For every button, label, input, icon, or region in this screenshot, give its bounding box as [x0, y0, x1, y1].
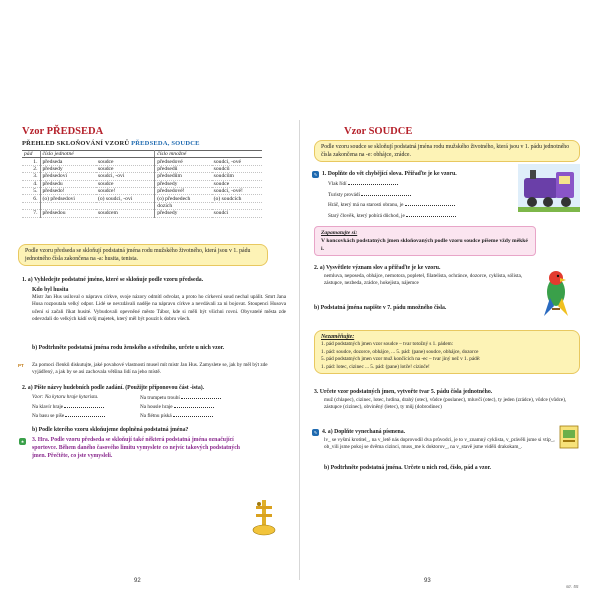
remember-box: Zapamatujte si: V koncovkách podstatných jmen skloňovaných podle vzoru soudce píšeme vždy měkké i.	[314, 226, 536, 256]
table-row	[22, 195, 262, 202]
table-cell: 7.	[22, 210, 40, 217]
answer-blank[interactable]	[174, 403, 214, 408]
exercise-2-item: Na flétnu píská	[140, 412, 213, 420]
pt-icon: PT	[18, 363, 24, 368]
table-cell: 5.	[22, 187, 40, 194]
pencil-icon: ✎	[313, 430, 318, 435]
table-cell: předsedy	[155, 210, 212, 217]
warning-line: 1. pád: soudce, dozorce, obhájce, ... 5. pád: (pane) soudce, obhájce, dozorce	[321, 348, 479, 355]
table-row	[22, 173, 262, 180]
table-cell: 4.	[22, 180, 40, 187]
exercise-1-line: Turisty provádí	[328, 191, 411, 199]
table-cell: (o) předsedech	[155, 195, 212, 202]
table-cell: (o) předsedovi	[40, 195, 96, 202]
table-row	[22, 165, 262, 172]
table-cell: soudcům	[212, 173, 262, 180]
exercise-2-item: Na basu se píše	[32, 412, 105, 420]
exercise-2-item: Na trumpetu troubí	[140, 394, 221, 402]
page-right	[304, 108, 586, 588]
table-cell: předsedy	[40, 165, 96, 172]
answer-blank[interactable]	[361, 191, 411, 196]
answer-blank[interactable]	[173, 412, 213, 417]
table-cell: soudců	[212, 165, 262, 172]
table-cell	[212, 202, 262, 209]
table-cell: soudci, -ovi	[96, 173, 155, 180]
warning-box: Nezaměňujte: 1. pád podstatných jmen vzor soudce – tvar totožný s 1. pádem: 1. pád: soudce, dozorce, obhájce, ... 5. pád: (pane) soudce, obhájce, dozorce 5. pád podstatných jmen vzor muž končících na -ec – tvar jiný než v 1. pádě: 1. pád: lotec, cizinec ... 5. pád: (pane) lotče! cizinče!	[314, 330, 580, 374]
page-number: 93	[424, 578, 431, 584]
exercise-1: 1. Doplňte do vět chybějící slova. Přiřaďte je ke vzoru.	[322, 171, 457, 177]
exercise-2a: 2. a) Vysvětlete význam slov a přiřaďte je ke vzoru.	[314, 265, 441, 271]
table-cell: předseda	[40, 158, 96, 165]
exercise-1-text: Mistr Jan Hus usiloval o nápravu církve, svoje názory odmítl odvolat, a proto ho církevní soud nechal upálit. Smrt Jana Husa rozpoutala velký odpor. Lidé se nevzdávali naděje na nápravu církve a nevdávali za ni bojovat. Stoupenci Husova učení si začali říkat husité. Vybudovali opevněné město Tábor, kde si měli být všichni rovni. Obyvatelé města zde odevzdali do velkých kádí svůj majetek, který měl být pouzit k dobru všech.	[32, 294, 286, 322]
table-heading: PŘEHLED SKLOŇOVÁNÍ VZORŮ PŘEDSEDA, SOUDCE	[22, 140, 200, 147]
exercise-2b: b) Podstatná jména napište v 7. pádu množného čísla.	[314, 305, 447, 311]
table-row	[22, 210, 262, 217]
table-row	[22, 180, 262, 187]
table-cell: soudce	[96, 180, 155, 187]
exercise-3: 3. Hra. Podle vzoru předseda se skloňují také některá podstatná jména označující sportovce. Během daného časového limitu vymyslete co nejvíc takových podstatných jmen. Přečtěte, co jste vymysleli.	[32, 437, 241, 460]
exercise-2b: b) Podle kterého vzoru skloňujeme doplněná podstatná jména?	[32, 427, 189, 433]
warning-line: 1. pád podstatných jmen vzor soudce – tvar totožný s 1. pádem:	[321, 341, 454, 347]
table-cell: předsedové!	[155, 187, 212, 194]
table-cell: předsedy	[155, 180, 212, 187]
train-illustration	[518, 164, 580, 212]
table-cell: soudcem	[96, 210, 155, 217]
table-row	[22, 158, 262, 165]
table-cell: soudce	[212, 180, 262, 187]
table-cell: soudce	[96, 165, 155, 172]
page-title: Vzor PŘEDSEDA	[22, 126, 104, 137]
table-cell: (o) soudcích	[212, 195, 262, 202]
exercise-2-item: Na housle hraje	[140, 403, 214, 411]
table-cell	[22, 202, 40, 209]
table-cell: předsedu	[40, 180, 96, 187]
exercise-1-line: Hráč, který má na starosti obranu, je	[328, 201, 455, 209]
page-title: Vzor SOUDCE	[344, 126, 413, 137]
parrot-illustration	[538, 268, 574, 322]
game-icon: ★	[20, 439, 25, 444]
table-cell: 1.	[22, 158, 40, 165]
table-cell: soudci, -ové!	[212, 187, 262, 194]
table-cell: předsedo!	[40, 187, 96, 194]
table-cell	[96, 202, 155, 209]
table-cell: předsedové	[155, 158, 212, 165]
exercise-3: 3. Určete vzor podstatných jmen, vytvořte tvar 5. pádu čísla jednotného.	[314, 389, 493, 395]
answer-blank[interactable]	[181, 394, 221, 399]
table-cell: soudci, -ové	[212, 158, 262, 165]
warning-line: 1. pád: lotec, cizinec ... 5. pád: (pane) lotče! cizinče!	[321, 363, 430, 370]
answer-blank[interactable]	[348, 180, 398, 185]
exercise-3-text: muž (chlapec), cizinec, lotec, hrdina, drahý (otec), vůdce (poslanec), mluvčí (otec), ty jeden (zrádce), vůdce (vůdce), zástupce (cizinec), obviněný (letec), ty můj (dobrodinec)	[324, 397, 567, 411]
table-cell: soudci	[212, 210, 262, 217]
exercise-1a: 1. a) Vyhledejte podstatné jméno, které se skloňuje podle vzoru předseda.	[22, 277, 204, 283]
exercise-1-line: Starý člověk, který pobírá důchod, je	[328, 212, 456, 220]
exercise-2-words: nemluva, neposeda, obhájce, nemotora, popletel, filatelista, ochránce, dozorce, cyklista, sólista, zástupce, nezbeda, zrádce, hokejista, nájemce	[324, 273, 523, 287]
rule-box: Podle vzoru soudce se skloňují podstatná jména rodu mužského životného, která jsou v 1. pádu jednotného čísla zakončena na -e: obhájce, zrádce.	[314, 140, 580, 162]
pencil-icon: ✎	[313, 172, 318, 177]
trumpet-illustration	[248, 496, 282, 536]
table-cell: 3.	[22, 173, 40, 180]
exercise-2-item: Vzor: Na kytaru hraje kytarista.	[32, 394, 99, 400]
table-cell: předsedovi	[40, 173, 96, 180]
answer-blank[interactable]	[406, 212, 456, 217]
exercise-2-item: Na klavír hraje	[32, 403, 104, 411]
pt-note: Za pomoci členků diskutujte, jaké povahové vlastnosti musel mít mistr Jan Hus. Zamyslete se, jak by měl být zde vyjádřený, a jak by se asi zachovala většina lidí na jeho místě.	[32, 362, 268, 376]
warning-line: 5. pád podstatných jmen vzor muž končících na -ec – tvar jiný než v 1. pádě:	[321, 356, 481, 363]
table-cell: předsedům	[155, 173, 212, 180]
table-cell: předsedů	[155, 165, 212, 172]
table-row	[22, 202, 262, 209]
page-left	[14, 108, 296, 588]
table-body	[22, 158, 262, 217]
table-cell: soudce	[96, 158, 155, 165]
exercise-4-text: lv_ se vyšmí krotitel_, na v_letě nás doprovodil dva průvodci, je to v_znamný cyklista, v_právěli jsme si vtip_, ob_vili jsme pokoj se dvěma cizinci, muss_me k doktorov_, na v_stavě jsme viděli drakokam_.	[324, 437, 555, 451]
table-cell: soudce!	[96, 187, 155, 194]
answer-blank[interactable]	[405, 201, 455, 206]
answer-blank[interactable]	[65, 412, 105, 417]
workbook-reference: str. 55	[566, 584, 579, 589]
exercise-1b: b) Podtrhněte podstatná jména rodu ženského a středního, určete u nich vzor.	[32, 345, 225, 351]
page-number: 92	[134, 578, 141, 584]
exercise-1-heading: Kdo byl husita	[32, 287, 69, 293]
table-cell: předsedou	[40, 210, 96, 217]
answer-blank[interactable]	[64, 403, 104, 408]
exercise-4b: b) Podtrhněte podstatná jména. Určete u nich rod, číslo, pád a vzor.	[324, 465, 491, 471]
exercise-2a: 2. a) Pište názvy hudebních podle zadání. (Použijte příponovou část -ista).	[22, 385, 205, 391]
table-header-row: pád číslo jednotné číslo množné	[22, 151, 262, 158]
table-cell: 2.	[22, 165, 40, 172]
book-illustration	[558, 424, 580, 450]
page-divider	[299, 120, 300, 580]
table-cell	[40, 202, 96, 209]
exercise-1-line: Vlak řídí	[328, 180, 398, 188]
table-row	[22, 187, 262, 194]
table-cell: dozích	[155, 202, 212, 209]
declension-table	[22, 150, 262, 218]
exercise-4a: 4. a) Doplňte vynechaná písmena.	[322, 429, 406, 435]
table-cell: 6.	[22, 195, 40, 202]
table-cell: (o) soudci, -ovi	[96, 195, 155, 202]
rule-box: Podle vzoru předseda se skloňují podstatná jména rodu mužského životného, která jsou v 1. pádu jednotného čísla zakončena na -a: husita, tenista.	[18, 244, 268, 266]
